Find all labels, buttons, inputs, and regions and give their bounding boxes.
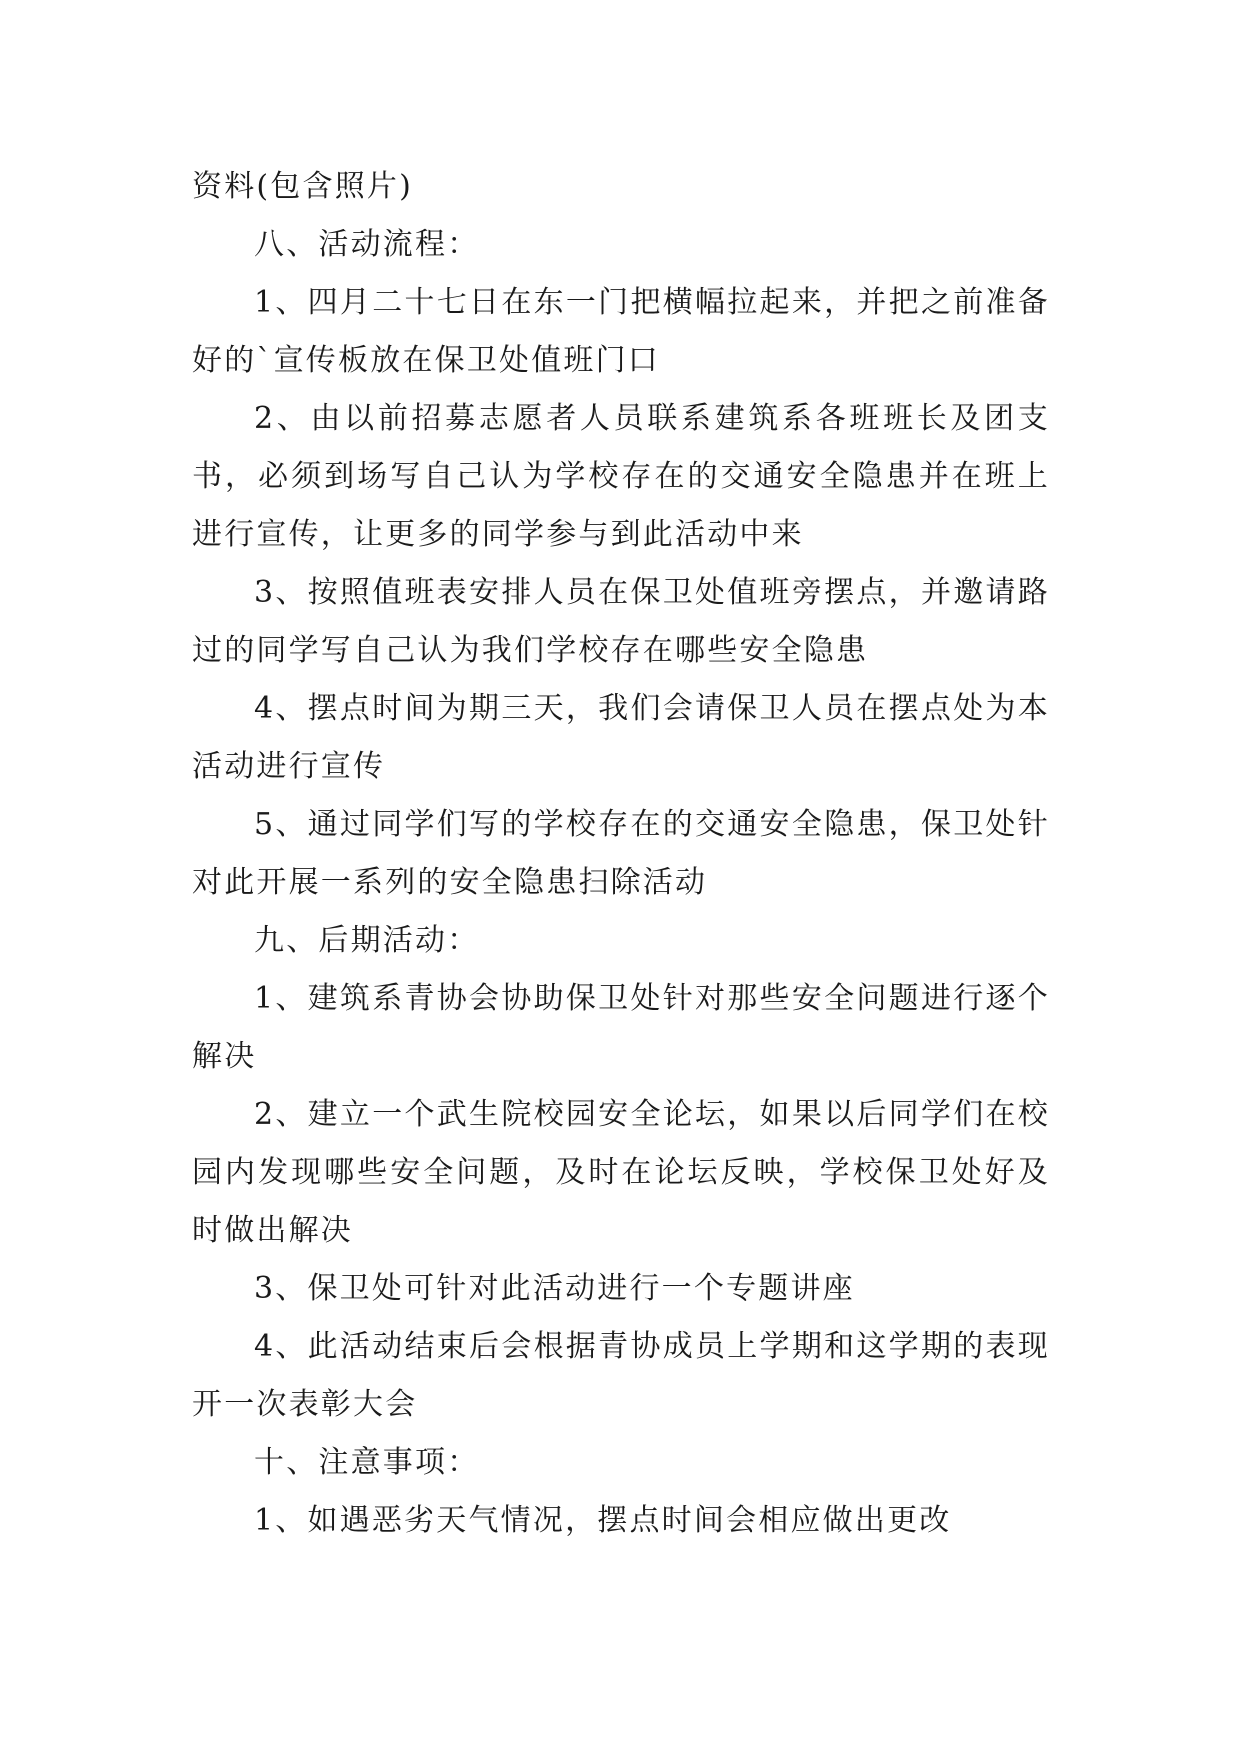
list-item: 1、四月二十七日在东一门把横幅拉起来，并把之前准备好的`宣传板放在保卫处值班门口	[192, 285, 1050, 378]
list-item: 1、如遇恶劣天气情况，摆点时间会相应做出更改	[254, 1503, 952, 1538]
list-item: 5、通过同学们写的学校存在的交通安全隐患，保卫处针对此开展一系列的安全隐患扫除活动	[192, 807, 1050, 900]
list-item: 2、建立一个武生院校园安全论坛，如果以后同学们在校园内发现哪些安全问题，及时在论坛反映，学校保卫处好及时做出解决	[192, 1097, 1050, 1248]
section-heading-notes: 十、注意事项：	[254, 1445, 480, 1480]
section-heading-activity-process: 八、活动流程：	[254, 227, 480, 262]
list-item: 1、建筑系青协会协助保卫处针对那些安全问题进行逐个解决	[192, 981, 1050, 1074]
document-body	[192, 158, 1050, 1550]
list-item: 3、按照值班表安排人员在保卫处值班旁摆点，并邀请路过的同学写自己认为我们学校存在哪些安全隐患	[192, 575, 1050, 668]
list-item: 3、保卫处可针对此活动进行一个专题讲座	[254, 1271, 855, 1306]
paragraph-continuation: 资料(包含照片)	[192, 169, 414, 204]
list-item: 4、此活动结束后会根据青协成员上学期和这学期的表现开一次表彰大会	[192, 1329, 1050, 1422]
list-item: 2、由以前招募志愿者人员联系建筑系各班班长及团支书，必须到场写自己认为学校存在的交通安全隐患并在班上进行宣传，让更多的同学参与到此活动中来	[192, 401, 1050, 552]
list-item: 4、摆点时间为期三天，我们会请保卫人员在摆点处为本活动进行宣传	[192, 691, 1050, 784]
section-heading-follow-up: 九、后期活动：	[254, 923, 480, 958]
